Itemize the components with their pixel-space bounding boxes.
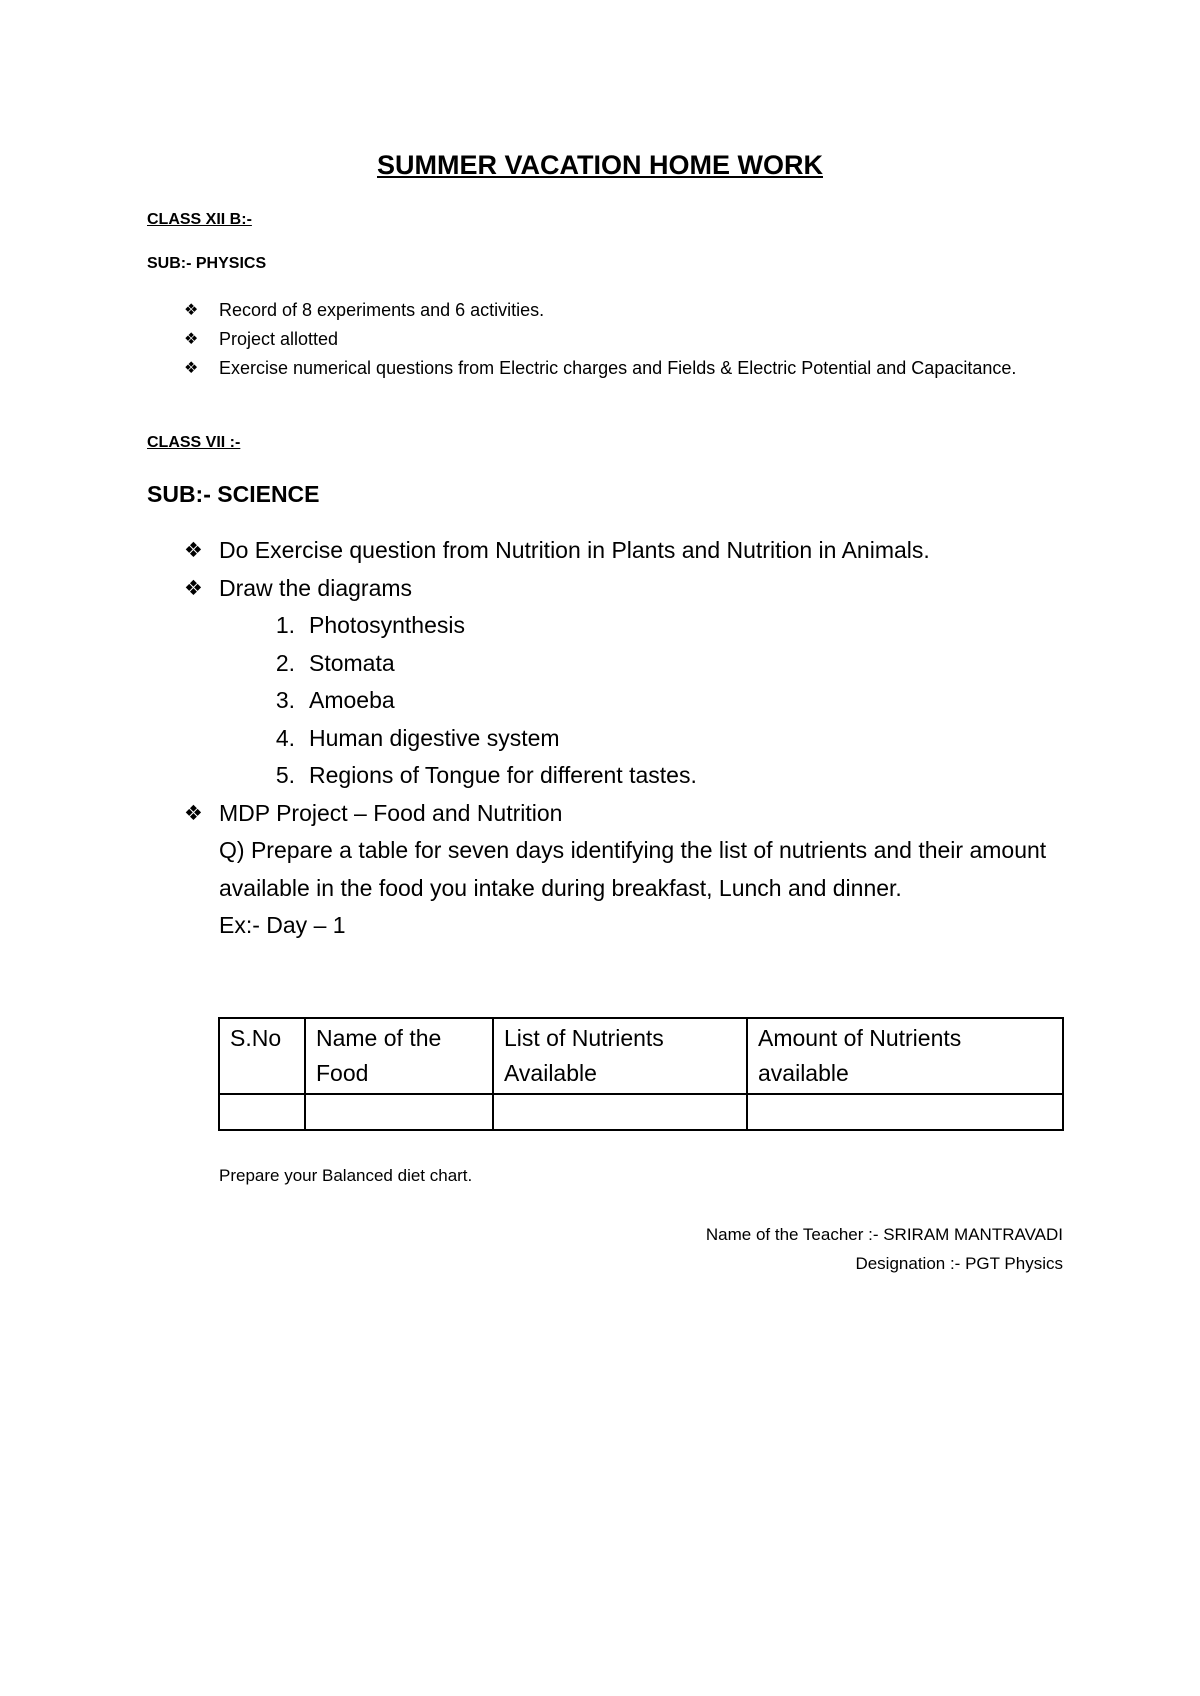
diagram-item: 5. Regions of Tongue for different tastes. xyxy=(275,762,697,788)
table-row xyxy=(219,1094,1063,1130)
table-cell xyxy=(493,1094,747,1130)
diamond-bullet-icon: ❖ xyxy=(184,801,203,825)
list-item: ❖ Project allotted xyxy=(147,325,1027,354)
diagram-item: 1. Photosynthesis xyxy=(275,612,465,638)
table-cell xyxy=(305,1094,493,1130)
science-subject-label: SUB:- SCIENCE xyxy=(147,481,320,507)
diamond-bullet-icon: ❖ xyxy=(184,539,203,562)
list-item: ❖ Exercise numerical questions from Electric charges and Fields & Electric Potential and Capacitance. xyxy=(147,354,1027,383)
table-header-row xyxy=(219,1018,1063,1094)
table-header-cell: Amount of Nutrients available xyxy=(747,1018,1063,1094)
diagram-list xyxy=(147,607,1067,795)
table-header-cell: S.No xyxy=(219,1018,305,1094)
project-question: Q) Prepare a table for seven days identifying the list of nutrients and their amount available in the food you intake during breakfast, Lunch and dinner. xyxy=(219,837,1047,901)
diagram-item: 2. Stomata xyxy=(275,649,395,676)
class-vii-label: CLASS VII :- xyxy=(147,434,241,451)
physics-task-list xyxy=(147,296,1027,383)
table-header-cell: Name of the Food xyxy=(305,1018,493,1094)
diamond-bullet-icon: ❖ xyxy=(184,302,199,319)
example-label: Ex:- Day – 1 xyxy=(219,912,346,938)
list-item: ❖ Record of 8 experiments and 6 activities. xyxy=(147,296,1027,325)
table-cell xyxy=(219,1094,305,1130)
nutrition-table xyxy=(218,1017,1064,1131)
class-xii-label: CLASS XII B:- xyxy=(147,211,252,228)
diamond-bullet-icon: ❖ xyxy=(184,576,203,600)
science-task-list xyxy=(147,532,1067,945)
list-item: ❖ MDP Project – Food and Nutrition xyxy=(147,795,1067,833)
diagram-item: 3. Amoeba xyxy=(275,687,395,713)
list-item: ❖ Draw the diagrams xyxy=(147,570,1067,608)
list-item: ❖ Do Exercise question from Nutrition in Plants and Nutrition in Animals. xyxy=(147,532,1067,570)
teacher-designation: Designation :- PGT Physics xyxy=(855,1254,1063,1273)
diagram-item: 4. Human digestive system xyxy=(275,724,560,751)
diamond-bullet-icon: ❖ xyxy=(184,360,199,377)
teacher-name: Name of the Teacher :- SRIRAM MANTRAVADI xyxy=(705,1225,1063,1244)
table-cell xyxy=(747,1094,1063,1130)
table-header-cell: List of Nutrients Available xyxy=(493,1018,747,1094)
physics-subject-label: SUB:- PHYSICS xyxy=(147,255,267,272)
diet-chart-note: Prepare your Balanced diet chart. xyxy=(219,1166,473,1185)
page-title: SUMMER VACATION HOME WORK xyxy=(377,150,823,180)
diamond-bullet-icon: ❖ xyxy=(184,331,199,348)
